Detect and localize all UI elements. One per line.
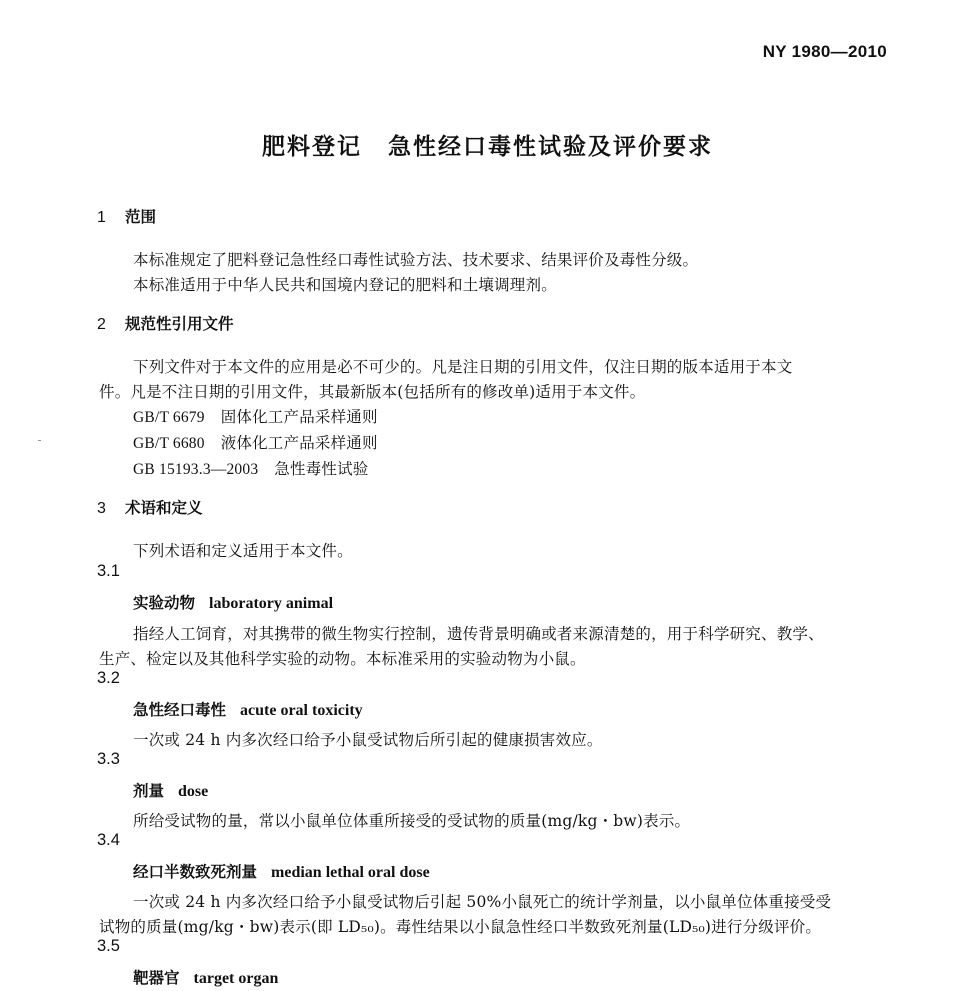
paragraph: 本标准适用于中华人民共和国境内登记的肥料和土壤调理剂。 — [133, 276, 557, 294]
term-zh: 剂量 — [133, 782, 165, 800]
title-part-2: 急性经口毒性试验及评价要求 — [388, 134, 713, 160]
paragraph-line: 下列文件对于本文件的应用是必不可少的。凡是注日期的引用文件，仅注日期的版本适用于本文 — [133, 358, 793, 376]
definition-line: 试物的质量(mg/kg・bw)表示(即 LD₅₀)。毒性结果以小鼠急性经口半数致死剂量(LD₅₀)进行分级评价。 — [99, 918, 822, 936]
subsection-number: 3.3 — [97, 750, 120, 768]
section-title: 范围 — [125, 208, 157, 226]
section-title: 规范性引用文件 — [125, 315, 234, 333]
definition-line: 一次或 24 h 内多次经口给予小鼠受试物后所引起的健康损害效应。 — [133, 731, 603, 749]
term-heading — [133, 698, 363, 720]
title-part-1: 肥料登记 — [262, 134, 362, 160]
reference-code: GB 15193.3—2003 — [133, 461, 259, 478]
section-number: 1 — [97, 209, 106, 226]
term-zh: 实验动物 — [133, 594, 196, 612]
section-number: 2 — [97, 316, 106, 333]
reference-code: GB/T 6679 — [133, 409, 205, 426]
reference-name: 固体化工产品采样通则 — [220, 408, 378, 426]
subsection-number: 3.2 — [97, 669, 120, 687]
section-heading — [97, 312, 234, 334]
definition-line: 所给受试物的量，常以小鼠单位体重所接受的受试物的质量(mg/kg・bw)表示。 — [133, 812, 691, 830]
term-heading — [133, 779, 208, 801]
paragraph: 本标准规定了肥料登记急性经口毒性试验方法、技术要求、结果评价及毒性分级。 — [133, 251, 699, 269]
reference-item — [133, 405, 378, 427]
term-heading — [133, 966, 278, 988]
section-title: 术语和定义 — [125, 499, 203, 517]
definition-line: 一次或 24 h 内多次经口给予小鼠受试物后引起 50%小鼠死亡的统计学剂量，以小鼠单位体重接受受 — [133, 893, 832, 911]
paragraph: 下列术语和定义适用于本文件。 — [133, 542, 353, 560]
definition-line: 生产、检定以及其他科学实验的动物。本标准采用的实验动物为小鼠。 — [99, 650, 586, 668]
paragraph-line: 件。凡是不注日期的引用文件，其最新版本(包括所有的修改单)适用于本文件。 — [99, 383, 646, 401]
term-en: laboratory animal — [209, 595, 334, 612]
section-heading — [97, 205, 156, 227]
term-en: acute oral toxicity — [240, 702, 363, 719]
reference-name: 急性毒性试验 — [274, 460, 369, 478]
term-en: median lethal oral dose — [271, 864, 430, 881]
definition-line: 指经人工饲育，对其携带的微生物实行控制，遗传背景明确或者来源清楚的，用于科学研究、教学、 — [133, 625, 824, 643]
subsection-number: 3.5 — [97, 937, 120, 955]
term-zh: 急性经口毒性 — [133, 701, 227, 719]
reference-item — [133, 457, 369, 479]
margin-mark — [38, 440, 41, 441]
standard-code: NY 1980—2010 — [762, 42, 887, 61]
section-number: 3 — [97, 500, 106, 517]
reference-item — [133, 431, 378, 453]
term-en: dose — [178, 783, 209, 800]
reference-code: GB/T 6680 — [133, 435, 205, 452]
term-heading — [133, 591, 333, 613]
document-title — [0, 128, 975, 161]
reference-name: 液体化工产品采样通则 — [220, 434, 378, 452]
term-heading — [133, 860, 430, 882]
section-heading — [97, 496, 203, 518]
term-zh: 经口半数致死剂量 — [133, 863, 258, 881]
term-zh: 靶器官 — [133, 969, 180, 987]
subsection-number: 3.4 — [97, 831, 120, 849]
subsection-number: 3.1 — [97, 562, 120, 580]
term-en: target organ — [193, 970, 279, 987]
